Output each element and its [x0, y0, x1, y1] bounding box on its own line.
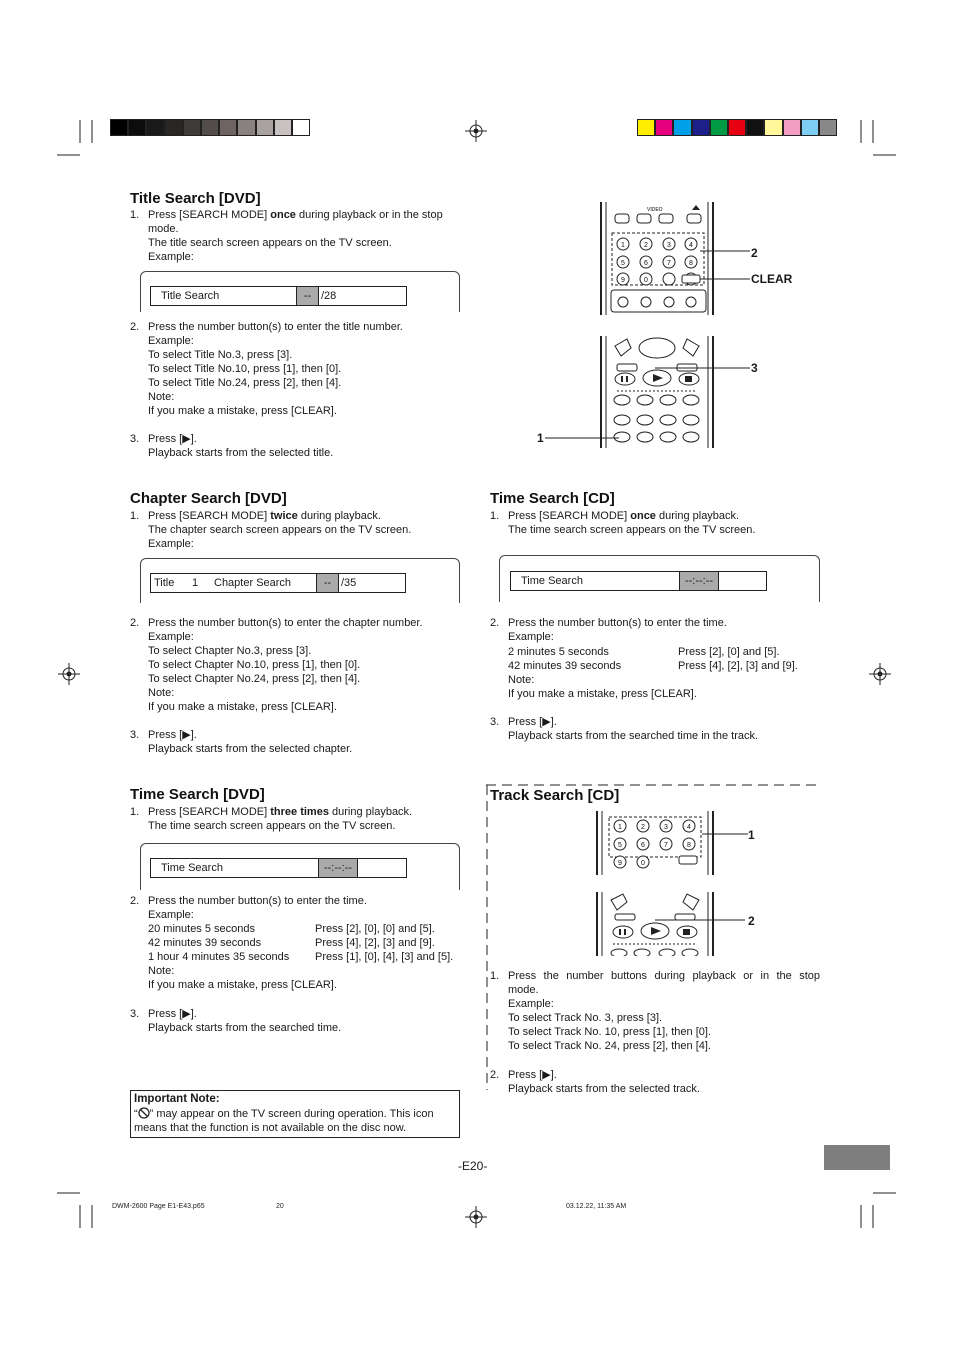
step-text: Press the number button(s) to enter the time. — [148, 895, 367, 907]
step-text: Playback starts from the selected track. — [508, 1083, 700, 1095]
prohibited-icon — [138, 1107, 150, 1119]
important-note-title: Important Note: — [134, 1093, 220, 1105]
registration-target-icon — [465, 120, 487, 142]
step-number: 2. — [490, 617, 500, 629]
color-swatch — [801, 119, 819, 136]
color-swatch — [292, 119, 310, 136]
step-text: Press [▶]. — [508, 1069, 557, 1081]
step-text: Example: — [148, 631, 194, 643]
step-text: mode. — [148, 223, 179, 235]
svg-text:8: 8 — [687, 842, 691, 849]
step-text: Example: — [148, 335, 194, 347]
step-text: Example: — [148, 909, 194, 921]
svg-text:1: 1 — [618, 824, 622, 831]
page-number: -E20- — [458, 1159, 488, 1173]
step-text: To select Chapter No.10, press [1], then [0]. — [148, 659, 361, 671]
screen-total: /28 — [321, 290, 337, 302]
step-text: Press the number button(s) to enter the chapter number. — [148, 617, 423, 629]
step-text: If you make a mistake, press [CLEAR]. — [508, 688, 697, 700]
color-swatch — [655, 119, 673, 136]
svg-text:9: 9 — [621, 277, 625, 284]
callout-line — [705, 363, 755, 373]
step-text: Playback starts from the selected title. — [148, 447, 334, 459]
step-text: To select Chapter No.24, press [2], then [4]. — [148, 673, 361, 685]
chapter-search-heading: Chapter Search [DVD] — [130, 490, 287, 507]
callout-clear: CLEAR — [751, 272, 793, 286]
svg-text:2: 2 — [641, 824, 645, 831]
step-text: 1 hour 4 minutes 35 seconds — [148, 951, 290, 963]
time-search-cd-heading: Time Search [CD] — [490, 490, 615, 507]
step-text: To select Track No. 10, press [1], then [0]. — [508, 1026, 711, 1038]
svg-text:1: 1 — [621, 242, 625, 249]
color-swatch — [637, 119, 655, 136]
step-text: Note: — [148, 965, 175, 977]
step-text: Press [SEARCH MODE] once during playback. — [508, 510, 740, 522]
step-text: Press [▶]. — [508, 716, 557, 728]
play-icon: ▶ — [182, 729, 191, 741]
step-number: 3. — [490, 716, 500, 728]
step-text: Example: — [508, 631, 554, 643]
step-number: 3. — [130, 433, 140, 445]
important-note-text: means that the function is not available on the disc now. — [134, 1122, 407, 1134]
svg-text:0: 0 — [644, 277, 648, 284]
step-text: Press the number buttons during playback or in the stop — [508, 970, 820, 982]
callout-lines — [545, 360, 725, 450]
step-number: 1. — [490, 970, 500, 982]
step-text: To select Chapter No.3, press [3]. — [148, 645, 312, 657]
svg-text:3: 3 — [664, 824, 668, 831]
svg-text:VIDEO: VIDEO — [647, 207, 663, 213]
color-swatch — [692, 119, 710, 136]
step-number: 1. — [130, 510, 140, 522]
svg-text:6: 6 — [641, 842, 645, 849]
step-number: 1. — [130, 806, 140, 818]
screen-entry: -- — [296, 287, 319, 305]
time-search-cd-bar — [510, 571, 767, 591]
registration-target-icon — [58, 663, 80, 685]
screen-total: /35 — [341, 577, 357, 589]
color-swatch — [128, 119, 146, 136]
step-text: mode. — [508, 984, 539, 996]
step-number: 1. — [490, 510, 500, 522]
step-text: Example: — [508, 998, 554, 1010]
color-swatch — [165, 119, 183, 136]
svg-text:4: 4 — [687, 824, 691, 831]
step-text: Press [1], [0], [4], [3] and [5]. — [315, 951, 454, 963]
step-number: 2. — [130, 321, 140, 333]
step-text: Playback starts from the selected chapter. — [148, 743, 353, 755]
play-icon: ▶ — [182, 1008, 191, 1020]
title-search-bar — [150, 286, 407, 306]
registration-target-icon — [869, 663, 891, 685]
step-number: 2. — [490, 1069, 500, 1081]
svg-text:9: 9 — [618, 860, 622, 867]
chapter-search-bar — [150, 573, 406, 593]
callout-3: 3 — [751, 361, 758, 375]
screen-entry: -- — [316, 574, 339, 592]
step-text: The time search screen appears on the TV screen. — [148, 820, 396, 832]
svg-text:5: 5 — [618, 842, 622, 849]
step-text: The chapter search screen appears on the TV screen. — [148, 524, 412, 536]
step-number: 2. — [130, 895, 140, 907]
color-swatch — [256, 119, 274, 136]
screen-label: Time Search — [521, 575, 583, 587]
screen-label: Title — [154, 577, 175, 589]
step-text: Press [2], [0], [0] and [5]. — [315, 923, 435, 935]
color-swatch — [146, 119, 164, 136]
callout-1: 1 — [537, 431, 544, 445]
callout-2: 2 — [751, 246, 758, 260]
step-text: Press [▶]. — [148, 433, 197, 445]
footer-page: 20 — [276, 1203, 284, 1210]
registration-target-icon — [465, 1206, 487, 1228]
play-icon: ▶ — [542, 1069, 551, 1081]
step-text: Press [SEARCH MODE] twice during playback. — [148, 510, 381, 522]
step-text: To select Title No.10, press [1], then [0]. — [148, 363, 342, 375]
important-note-text: “ ” may appear on the TV screen during operation. This icon — [134, 1108, 434, 1120]
svg-text:7: 7 — [667, 260, 671, 267]
footer-date: 03.12.22, 11:35 AM — [566, 1203, 627, 1210]
step-text: Playback starts from the searched time. — [148, 1022, 342, 1034]
color-swatch — [746, 119, 764, 136]
color-swatch — [237, 119, 255, 136]
color-swatch — [710, 119, 728, 136]
step-text: Note: — [148, 687, 175, 699]
time-search-dvd-heading: Time Search [DVD] — [130, 786, 265, 803]
color-swatch — [783, 119, 801, 136]
svg-text:2: 2 — [644, 242, 648, 249]
step-number: 3. — [130, 729, 140, 741]
svg-text:3: 3 — [667, 242, 671, 249]
step-text: Example: — [148, 538, 194, 550]
play-icon: ▶ — [182, 433, 191, 445]
step-text: If you make a mistake, press [CLEAR]. — [148, 405, 337, 417]
svg-text:7: 7 — [664, 842, 668, 849]
step-text: The title search screen appears on the TV screen. — [148, 237, 392, 249]
step-text: Press [4], [2], [3] and [9]. — [678, 660, 798, 672]
svg-text:8: 8 — [689, 260, 693, 267]
callout-line — [702, 829, 752, 839]
step-text: 42 minutes 39 seconds — [508, 660, 622, 672]
svg-text:5: 5 — [621, 260, 625, 267]
callout-line — [655, 915, 755, 925]
step-text: Press [▶]. — [148, 729, 197, 741]
section-tab — [824, 1145, 890, 1170]
color-swatch — [728, 119, 746, 136]
step-text: The time search screen appears on the TV screen. — [508, 524, 756, 536]
screen-label: Title Search — [161, 290, 220, 302]
svg-text:0: 0 — [641, 860, 645, 867]
color-swatch — [274, 119, 292, 136]
step-text: Press [▶]. — [148, 1008, 197, 1020]
step-text: Press [SEARCH MODE] three times during playback. — [148, 806, 413, 818]
remote-illustration-keypad — [593, 811, 717, 875]
step-text: Press [SEARCH MODE] once during playback or in the stop — [148, 209, 443, 221]
step-text: Note: — [148, 391, 175, 403]
svg-text:4: 4 — [689, 242, 693, 249]
color-swatch — [219, 119, 237, 136]
play-icon: ▶ — [542, 716, 551, 728]
step-text: To select Track No. 24, press [2], then [4]. — [508, 1040, 711, 1052]
step-text: Playback starts from the searched time in the track. — [508, 730, 759, 742]
screen-entry: --:--:-- — [318, 859, 358, 877]
step-text: If you make a mistake, press [CLEAR]. — [148, 701, 337, 713]
step-number: 2. — [130, 617, 140, 629]
color-swatch — [764, 119, 782, 136]
step-text: Note: — [508, 674, 535, 686]
color-swatch — [673, 119, 691, 136]
color-swatch — [819, 119, 837, 136]
screen-title-number: 1 — [192, 577, 199, 589]
title-search-heading: Title Search [DVD] — [130, 190, 261, 207]
screen-label: Chapter Search — [214, 577, 292, 589]
remote-illustration-keypad — [597, 202, 717, 315]
step-text: Press [2], [0] and [5]. — [678, 646, 780, 658]
step-text: If you make a mistake, press [CLEAR]. — [148, 979, 337, 991]
step-text: Press the number button(s) to enter the title number. — [148, 321, 403, 333]
step-text: To select Title No.3, press [3]. — [148, 349, 293, 361]
step-number: 1. — [130, 209, 140, 221]
step-text: 20 minutes 5 seconds — [148, 923, 256, 935]
step-text: To select Title No.24, press [2], then [4]. — [148, 377, 342, 389]
callout-2: 2 — [748, 914, 755, 928]
step-text: To select Track No. 3, press [3]. — [508, 1012, 663, 1024]
track-search-heading: Track Search [CD] — [490, 787, 620, 804]
step-text: 42 minutes 39 seconds — [148, 937, 262, 949]
step-text: Press [4], [2], [3] and [9]. — [315, 937, 435, 949]
step-number: 3. — [130, 1008, 140, 1020]
color-swatch — [201, 119, 219, 136]
step-text: Example: — [148, 251, 194, 263]
callout-1: 1 — [748, 828, 755, 842]
svg-text:6: 6 — [644, 260, 648, 267]
screen-label: Time Search — [161, 862, 223, 874]
color-swatch — [110, 119, 128, 136]
time-search-dvd-bar — [150, 858, 407, 878]
screen-entry: --:--:-- — [679, 572, 719, 590]
color-swatch — [183, 119, 201, 136]
step-text: 2 minutes 5 seconds — [508, 646, 609, 658]
step-text: Press the number button(s) to enter the time. — [508, 617, 727, 629]
footer-filename: DWM-2600 Page E1-E43.p65 — [112, 1203, 205, 1210]
